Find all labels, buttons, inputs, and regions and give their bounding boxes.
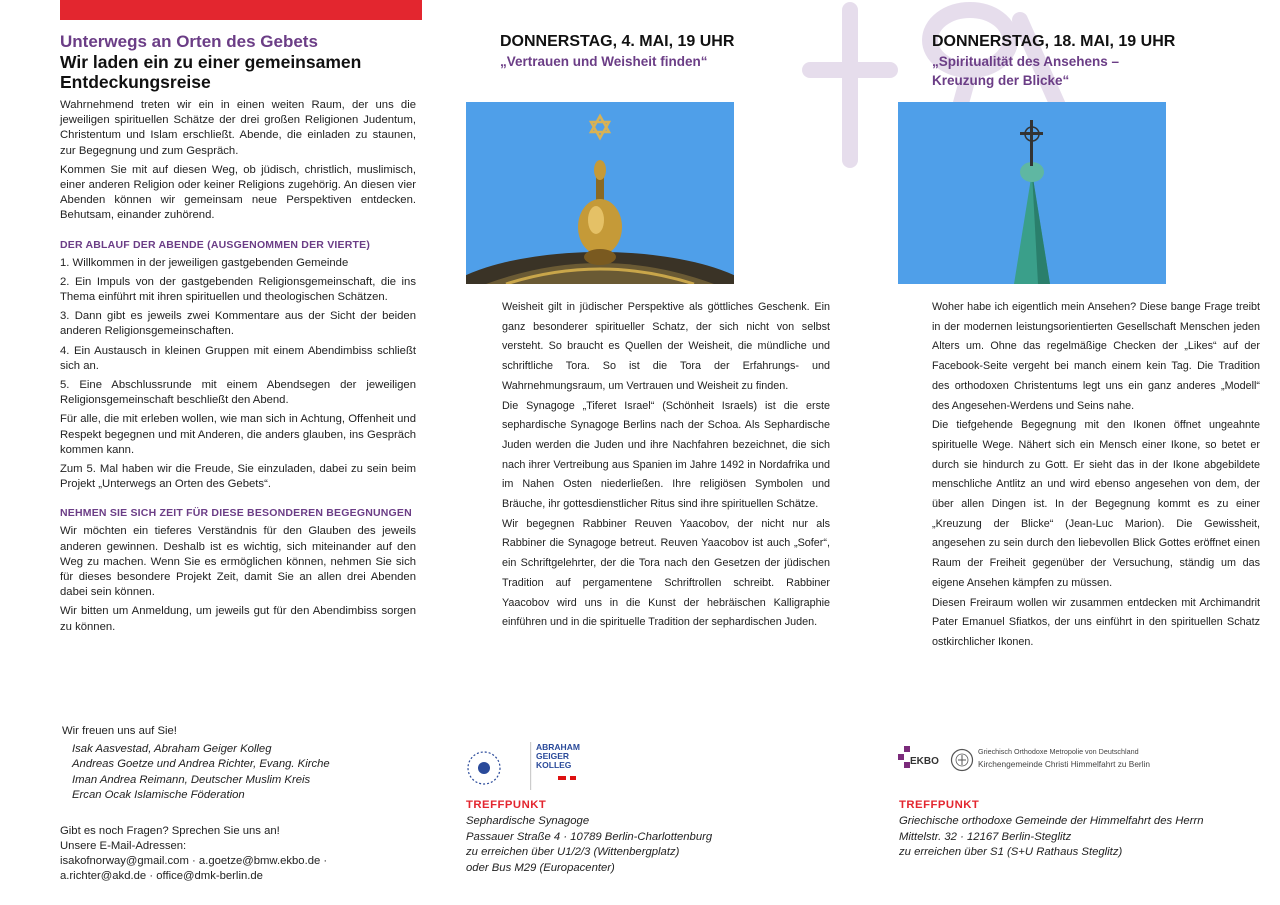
meeting-line: Passauer Straße 4 · 10789 Berlin-Charlottenburg [466, 830, 713, 843]
event1-date: DONNERSTAG, 4. MAI, 19 UHR [500, 33, 735, 50]
signoff-name: Iman Andrea Reimann, Deutscher Muslim Kreis [72, 773, 311, 786]
event1-body [502, 298, 830, 633]
ekbo-logo-text: EKBO [910, 756, 939, 767]
signoff-name: Ercan Ocak Islamische Föderation [72, 789, 245, 801]
signoff [62, 724, 422, 804]
ekbo-logo-mark [898, 746, 910, 770]
meeting-label: TREFFPUNKT [466, 799, 547, 811]
top-red-bar [60, 0, 422, 20]
contact-line: Unsere E-Mail-Adressen: [60, 840, 187, 852]
page-headline: Wir laden ein zu einer gemeinsamen Entdeckungsreise [60, 52, 362, 92]
logo-text: KOLLEG [536, 760, 572, 770]
metropolis-line: Kirchengemeinde Christi Himmelfahrt zu Berlin [978, 759, 1150, 769]
event2-date: DONNERSTAG, 18. MAI, 19 UHR [932, 33, 1176, 50]
logo-text: GEIGER [536, 751, 570, 761]
intro-column [60, 32, 416, 641]
event2-paragraph: Die tiefgehende Begegnung mit den Ikonen öffnet ungeahnte spirituelle Wege. Nähert sich ein Mensch einer Ikone, so betet er durch sie hindurch zu Gott. Er sieht das in der Ikone abgebildete menschliche Antlitz an und wird ebenso angesehen von dem, der über allen Dingen ist. In der Begegnung kommt es zu einer „Kreuzung der Blicke“ (Jean-Luc Marion). Die Gewissheit, angesehen zu sein durch den liebevollen Blick Gottes eröffnet einen Raum der Freiheit gegenüber der Versuchung, ständig um das eigene Ansehen kämpfen zu müssen. [932, 419, 1260, 589]
contact-block [60, 824, 420, 884]
event2-paragraph: Woher habe ich eigentlich mein Ansehen? Diese bange Frage treibt in der modernen leistungsorientierten Gesellschaft Menschen jeden Alters um. Ohne das regelmäßige Checken der „Likes“ auf der Facebook-Seite vergeht bei manch einem kein Tag. Die Tradition des orthodoxen Christentums legt uns ein ganz anderes „Modell“ des Angesehen-Werdens und Seins nahe. [932, 301, 1260, 412]
event1-paragraph: Wir begegnen Rabbiner Reuven Yaacobov, der nicht nur als Rabbiner die Synagoge betreut. Reuven Yaacobov ist auch „Sofer“, ein Schriftgelehrter, der die Tora nach den Gesetzen der jüdischen Tradition auf pergamentene Schriftrollen schreibt. Rabbiner Yaacobov wird uns in die Kunst der hebräischen Kalligraphie einführen und in die spirituelle Tradition der sephardischen Juden. [502, 517, 830, 629]
event1-meeting-point [466, 798, 796, 877]
meeting-line: Griechische orthodoxe Gemeinde der Himmelfahrt des Herrn [899, 814, 1204, 827]
event2-meeting-point [899, 798, 1259, 861]
email-link[interactable]: a.richter@akd.de · office@dmk-berlin.de [60, 870, 263, 882]
event1-paragraph: Weisheit gilt in jüdischer Perspektive als göttliches Geschenk. Ein ganz besonderer spiritueller Schatz, der sich nicht von selbst versteht. So braucht es Quellen der Weisheit, die mündliche und schriftliche Tora. So ist die Tora der Erfahrungs- und Wahrnehmungsraum, um Vertrauen und Weisheit zu finden. [502, 301, 830, 392]
event1-paragraph: Die Synagoge „Tiferet Israel“ (Schönheit Israels) ist die erste sephardische Synagoge Berlins nach der Schoa. Als Sephardische Juden werden die Juden und ihre Nachfahren bezeichnet, die sich nach ihrer Vertreibung aus Spanien im Jahre 1492 in Nordafrika und im Nahen Osten niederließen. Ihre religiösen Symbolen und Bräuche, ihr gottesdienstlicher Ritus sind ihre spirituellen Schätze. [502, 399, 830, 511]
project-kicker: Unterwegs an Orten des Gebets [60, 32, 318, 51]
synagogue-dome-photo [466, 102, 734, 284]
event2-body [932, 298, 1260, 653]
step-item: Für alle, die mit erleben wollen, wie man sich in Achtung, Offenheit und Respekt begegnen und mit Anderen, die anders glauben, ins Gespräch kommen kann. [60, 413, 416, 456]
signoff-name: Andreas Goetze und Andrea Richter, Evang. Kirche [72, 758, 330, 770]
step-item: 1. Willkommen in der jeweiligen gastgebenden Gemeinde [60, 256, 349, 269]
intro-paragraph: Kommen Sie mit auf diesen Weg, ob jüdisch, christlich, muslimisch, einer anderen Religion oder keiner Religions zugehörig. An diesen vier Abenden können wir gemeinsam neue Perspektiven entdecken. Behutsam, einander zuhörend. [60, 163, 416, 222]
meeting-line: Sephardische Synagoge [466, 814, 590, 827]
meeting-label: TREFFPUNKT [899, 799, 980, 811]
metropolis-seal-icon [950, 748, 974, 772]
metropolis-line: Griechisch Orthodoxe Metropolie von Deutschland [978, 747, 1139, 756]
step-item: 4. Ein Austausch in kleinen Gruppen mit einem Abendimbiss schließt sich an. [60, 344, 416, 372]
event2-logos [898, 746, 1188, 776]
section-paragraph: Wir bitten um Anmeldung, um jeweils gut für den Abendimbiss sorgen zu können. [60, 605, 416, 633]
meeting-line: zu erreichen über S1 (S+U Rathaus Steglitz) [899, 846, 1123, 859]
step-item: 3. Dann gibt es jeweils zwei Kommentare aus der Sicht der beiden anderen Religionsgemeinschaften. [60, 310, 416, 338]
logo-text: ABRAHAM [536, 742, 580, 752]
event2-paragraph: Diesen Freiraum wollen wir zusammen entdecken mit Archimandrit Pater Emanuel Sfiatkos, der uns einführt in den spirituellen Schatz ostkirchlicher Ikonen. [932, 596, 1260, 648]
section-heading: DER ABLAUF DER ABENDE (AUSGENOMMEN DER VIERTE) [60, 238, 371, 251]
meeting-line: zu erreichen über U1/2/3 (Wittenbergplatz) [466, 846, 680, 859]
step-item: Zum 5. Mal haben wir die Freude, Sie einzuladen, dabei zu sein beim Projekt „Unterwegs an Orten des Gebets“. [60, 463, 416, 491]
event2-title: „Spiritualität des Ansehens – Kreuzung der Blicke“ [932, 54, 1120, 88]
step-item: 5. Eine Abschlussrunde mit einem Abendsegen der jeweiligen Religionsgemeinschaft beschließt den Abend. [60, 379, 416, 407]
signoff-intro: Wir freuen uns auf Sie! [62, 725, 177, 737]
step-item: 2. Ein Impuls von der gastgebenden Religionsgemeinschaft, die ins Thema einführt mit ihren spirituellen und theologischen Schätzen. [60, 275, 416, 304]
section-heading: NEHMEN SIE SICH ZEIT FÜR DIESE BESONDEREN BEGEGNUNGEN [60, 507, 412, 520]
church-spire-photo [898, 102, 1166, 284]
intro-paragraph: Wahrnehmend treten wir ein in einen weiten Raum, der uns die jeweiligen spirituellen Schätze der drei großen Religionen Judentum, Christentum und Islam erschließt. Abende, die einladen zu staunen, zur Begegnung und zum Gespräch. [60, 99, 416, 157]
section-paragraph: Wir möchten ein tieferes Verständnis für den Glauben des jeweils anderen gewinnen. Deshalb ist es wichtig, sich miteinander auf den Weg zu machen. Wenn Sie es ermöglichen können, nehmen Sie sich für dieses besondere Projekt Zeit, damit Sie an allen drei Abenden dabei sein können. [60, 525, 416, 599]
meeting-line: Mittelstr. 32 · 12167 Berlin-Steglitz [899, 830, 1072, 843]
contact-line: Gibt es noch Fragen? Sprechen Sie uns an! [60, 825, 280, 837]
abraham-geiger-logo [536, 743, 580, 770]
event1-title: „Vertrauen und Weisheit finden“ [500, 54, 708, 69]
event2-header [898, 32, 1260, 90]
meeting-line: oder Bus M29 (Europacenter) [466, 862, 615, 875]
email-link[interactable]: isakofnorway@gmail.com · a.goetze@bmw.ekbo.de · [60, 855, 328, 867]
event1-header [466, 32, 830, 71]
signoff-name: Isak Aasvestad, Abraham Geiger Kolleg [72, 742, 272, 755]
